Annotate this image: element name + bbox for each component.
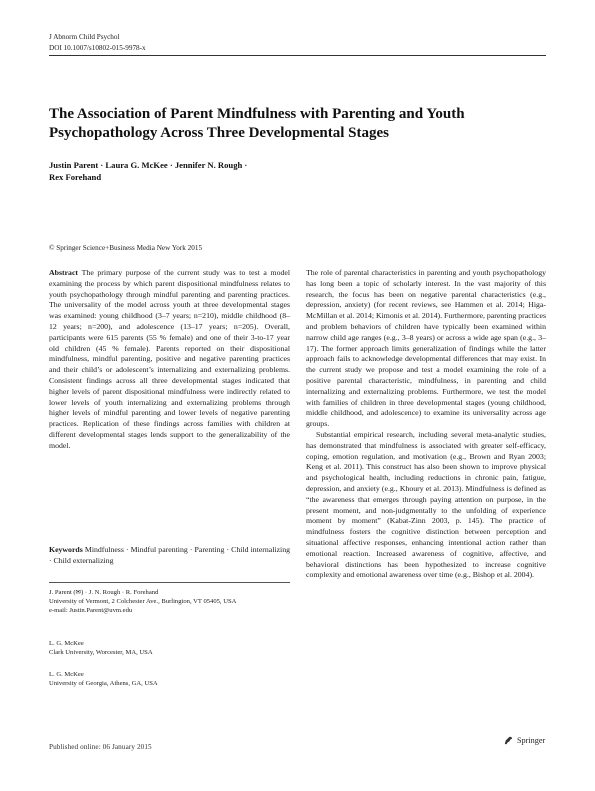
doi[interactable]: DOI 10.1007/s10802-015-9978-x — [49, 43, 146, 52]
affiliation-institution: University of Georgia, Athens, GA, USA — [49, 680, 158, 688]
published-online-date: Published online: 06 January 2015 — [49, 743, 152, 751]
author-list — [49, 160, 309, 183]
affiliation-institution: University of Vermont, 2 Colchester Ave., Burlington, VT 05405, USA — [49, 598, 237, 606]
springer-wordmark: Springer — [517, 736, 546, 745]
authors-line-1: Justin Parent · Laura G. McKee · Jennifer N. Rough · — [49, 160, 248, 170]
springer-logo — [503, 735, 545, 746]
affiliation-authors: L. G. McKee — [49, 640, 84, 647]
journal-name: J Abnorm Child Psychol — [49, 33, 120, 41]
affiliation-institution: Clark University, Worcester, MA, USA — [49, 649, 153, 657]
abstract-section — [49, 268, 290, 452]
affiliation-block-2 — [49, 639, 290, 657]
keywords-text: Mindfulness · Mindful parenting · Parenting · Child internalizing · Child externalizing — [49, 545, 290, 565]
header-rule — [49, 55, 546, 56]
affiliation-authors: J. Parent (✉) · J. N. Rough · R. Forehand — [49, 589, 159, 596]
affiliation-block-1 — [49, 588, 290, 616]
affiliation-email[interactable]: e-mail: Justin.Parent@uvm.edu — [49, 607, 133, 615]
body-paragraph-2: Substantial empirical research, including several meta-analytic studies, has demonstrated that mindfulness is associated with greater self-efficacy, coping, emotion regulation, and motivation (e.g., Brown and Ryan 2003; Keng et al. 2011). This construct has also been shown to improve physical and psychological health, including reductions in chronic pain, fatigue, depression, and anxiety (e.g., Khoury et al. 2013). Mindfulness is defined as “the awareness that emerges through paying attention on purpose, in the present moment, and non-judgmentally to the unfolding of experience moment by moment” (Kabat-Zinn 2003, p. 145). The practice of mindfulness fosters the cognitive distinction between perception and situational affective responses, enhancing intentional action rather than emotional reaction. Increased awareness of cognitive, affective, and behavioral distinctions has been hypothesized to increase cognitive complexity and emotional awareness over time (e.g., Bishop et al. 2004). — [306, 429, 546, 580]
springer-horse-icon — [503, 735, 514, 746]
affiliation-block-3 — [49, 670, 290, 688]
keywords-label: Keywords — [49, 545, 83, 554]
abstract-label: Abstract — [49, 268, 79, 277]
paper-title: The Association of Parent Mindfulness with Parenting and Youth Psychopathology Across Three Developmental Stages — [49, 106, 465, 141]
body-text — [306, 268, 546, 581]
journal-header — [49, 32, 146, 53]
abstract-text: The primary purpose of the current study was to test a model examining the process by which parent dispositional mindfulness relates to youth psychopathology through mindful parenting and parenting practices. The universality of the model across youth at three developmental stages was examined: young childhood (3–7 years; n=210), middle childhood (8–12 years; n=200), and adolescence (13–17 years; n=205). Overall, participants were 615 parents (55 % female) and one of their 3-to-17 year old children (45 % female). Parents reported on their dispositional mindfulness, mindful parenting, positive and negative parenting practices and their child’s or adolescent’s internalizing and externalizing problems. Consistent findings across all three developmental stages indicated that higher levels of parent dispositional mindfulness were indirectly related to lower levels of youth internalizing and externalizing problems through higher levels of mindful parenting and lower levels of negative parenting practices. Replication of these findings across families with children at different developmental stages lends support to the generalizability of the model. — [49, 268, 291, 450]
copyright-notice: © Springer Science+Business Media New York 2015 — [49, 244, 203, 252]
authors-line-2: Rex Forehand — [49, 171, 102, 182]
affiliation-authors: L. G. McKee — [49, 671, 84, 678]
keywords-section — [49, 545, 290, 567]
affiliation-rule — [49, 582, 290, 583]
body-paragraph-1: The role of parental characteristics in parenting and youth psychopathology has long been a topic of scholarly interest. In the vast majority of this research, the focus has been on negative parental characteristics (e.g., depression, anxiety) (for recent reviews, see Hammen et al. 2014; Higa-McMillan et al. 2014; Kimonis et al. 2014). Furthermore, parenting practices and problem behaviors of children have typically been examined within narrow child age ranges (e.g., 3–8 years) or across a wide age span (e.g., 3–17). The former approach limits generalization of findings while the latter approach fails to acknowledge developmental differences that may exist. In the current study we propose and test a model examining the role of a positive parental characteristic, mindfulness, in parenting and child internalizing and externalizing problems. Furthermore, we test the model with families of children in three developmental stages (young childhood, middle childhood, and adolescence) to examine its universality across age groups. — [306, 268, 546, 429]
